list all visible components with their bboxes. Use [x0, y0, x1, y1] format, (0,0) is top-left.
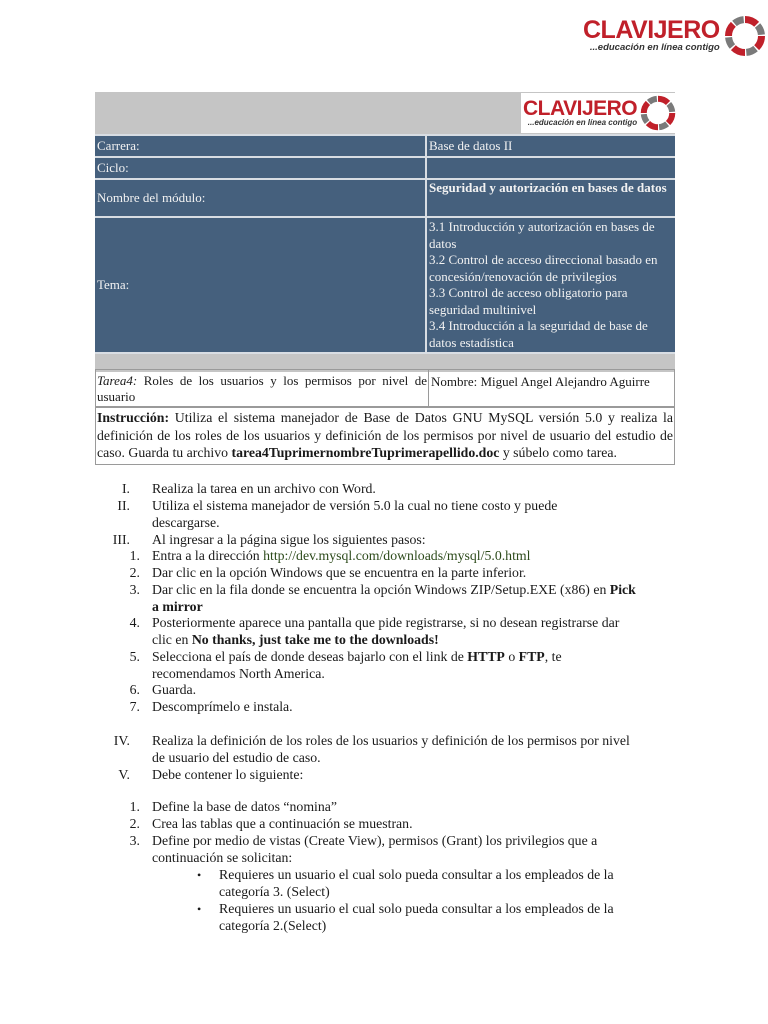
logo-tagline: ...educación en línea contigo: [527, 118, 638, 128]
define-1: Define la base de datos “nomina”: [152, 799, 338, 814]
substep-5-mid: o: [504, 649, 519, 664]
number-marker: 1.: [129, 548, 140, 563]
substep-5-text: Selecciona el país de donde deseas bajarlo con el link de: [152, 649, 468, 664]
row-carrera: [95, 134, 675, 156]
number-marker: 2.: [129, 816, 140, 831]
modulo-label: Nombre del módulo:: [95, 180, 427, 216]
tarea-title: [96, 370, 429, 407]
bullet-2: Requieres un usuario el cual solo pueda consultar a los empleados de la: [219, 901, 614, 916]
substep-5-cont: recomendamos North America.: [152, 666, 325, 681]
substep-5-end: , te: [544, 649, 562, 664]
instruction-label: Instrucción:: [97, 410, 170, 425]
course-info-table: [95, 92, 675, 372]
step-ii: Utiliza el sistema manejador de versión 5.0 la cual no tiene costo y puede: [152, 498, 558, 513]
instruction-text-end: y súbelo como tarea.: [499, 445, 617, 460]
substep-3-text: Dar clic en la fila donde se encuentra la opción Windows ZIP/Setup.EXE (x86) en: [152, 582, 610, 597]
row-tema: [95, 216, 675, 352]
roman-marker: I.: [121, 481, 130, 496]
substep-4-text: clic en: [152, 632, 192, 647]
substep-2: Dar clic en la opción Windows que se encuentra en la parte inferior.: [152, 565, 527, 580]
clavijero-logo: [583, 14, 767, 58]
bullet-icon: •: [197, 868, 202, 882]
gear-logo-icon: [639, 94, 677, 132]
substep-5-http: HTTP: [467, 649, 505, 664]
substep-1: [152, 547, 530, 564]
number-marker: 5.: [129, 649, 140, 664]
substep-7: Descomprímelo e instala.: [152, 699, 293, 714]
instruction-text: Utiliza el sistema manejador de Base de Datos GNU MySQL versión 5.0 y realiza la definición de los roles de los usuarios y definición de los permisos por nivel de usuario del estudio de caso. Guarda tu archivo: [97, 410, 673, 460]
row-ciclo: [95, 156, 675, 178]
bullet-1: Requieres un usuario el cual solo pueda consultar a los empleados de la: [219, 867, 614, 882]
mysql-download-link[interactable]: http://dev.mysql.com/downloads/mysql/5.0.html: [263, 548, 531, 563]
tema-item: 3.1 Introducción y autorización en bases de datos: [429, 219, 655, 251]
number-marker: 3.: [129, 833, 140, 848]
student-name: Nombre: Miguel Angel Alejandro Aguirre: [431, 374, 650, 389]
define-3-cont: continuación se solicitan:: [152, 850, 293, 865]
step-iii: Al ingresar a la página sigue los siguientes pasos:: [152, 532, 426, 547]
clavijero-logo-table: [521, 93, 679, 133]
logo-brand: CLAVIJERO: [583, 16, 720, 45]
number-marker: 3.: [129, 582, 140, 597]
step-ii-cont: descargarse.: [152, 515, 220, 530]
substep-5-ftp: FTP: [518, 649, 545, 664]
substep-6: Guarda.: [152, 682, 197, 697]
bullet-1-cont: categoría 3. (Select): [219, 884, 330, 899]
step-i: Realiza la tarea en un archivo con Word.: [152, 481, 376, 496]
number-marker: 6.: [129, 682, 140, 697]
logo-brand: CLAVIJERO: [523, 97, 638, 121]
bullet-icon: •: [197, 902, 202, 916]
number-marker: 2.: [129, 565, 140, 580]
bullet-2-cont: categoría 2.(Select): [219, 918, 327, 933]
tarea-row: [95, 369, 675, 408]
substep-4: Posteriormente aparece una pantalla que pide registrarse, si no desean registrarse dar: [152, 615, 620, 630]
row-modulo: [95, 178, 675, 216]
ciclo-label: Ciclo:: [95, 158, 427, 178]
roman-marker: II.: [117, 498, 130, 513]
define-3: Define por medio de vistas (Create View), permisos (Grant) los privilegios que a: [152, 833, 598, 848]
carrera-value: Base de datos II: [427, 136, 675, 156]
substep-3-cont: a mirror: [152, 599, 203, 614]
substep-4-cont: [152, 631, 439, 648]
step-iv: Realiza la definición de los roles de los usuarios y definición de los permisos por nivel: [152, 733, 630, 748]
tema-item: 3.3 Control de acceso obligatorio para seguridad multinivel: [429, 285, 628, 317]
substep-5: [152, 648, 562, 665]
substep-3: [152, 581, 636, 598]
instruction-filename: tarea4TuprimernombreTuprimerapellido.doc: [231, 445, 500, 460]
tema-list: [427, 218, 675, 352]
substep-4-bold: No thanks, just take me to the downloads!: [191, 632, 439, 647]
carrera-label: Carrera:: [95, 136, 427, 156]
gear-logo-icon: [723, 14, 767, 58]
roman-marker: V.: [118, 767, 130, 782]
tarea-label: Tarea4:: [97, 373, 138, 388]
step-v: Debe contener lo siguiente:: [152, 767, 304, 782]
tema-item: 3.2 Control de acceso direccional basado en concesión/renovación de privilegios: [429, 252, 658, 284]
number-marker: 7.: [129, 699, 140, 714]
substep-3-bold: Pick: [609, 582, 636, 597]
tarea-text: Roles de los usuarios y los permisos por nivel de usuario: [97, 373, 427, 404]
ciclo-value: [427, 158, 675, 178]
roman-marker: IV.: [113, 733, 130, 748]
roman-marker: III.: [112, 532, 130, 547]
number-marker: 4.: [129, 615, 140, 630]
instruction-box: [95, 406, 675, 465]
number-marker: 1.: [129, 799, 140, 814]
tema-label: Tema:: [95, 218, 427, 352]
logo-tagline: ...educación en línea contigo: [589, 42, 720, 54]
tema-item: 3.4 Introducción a la seguridad de base de datos estadística: [429, 318, 648, 350]
step-iv-cont: de usuario del estudio de caso.: [152, 750, 321, 765]
modulo-value: Seguridad y autorización en bases de datos: [427, 180, 675, 216]
substep-1-text: Entra a la dirección: [152, 548, 264, 563]
define-2: Crea las tablas que a continuación se muestran.: [152, 816, 413, 831]
